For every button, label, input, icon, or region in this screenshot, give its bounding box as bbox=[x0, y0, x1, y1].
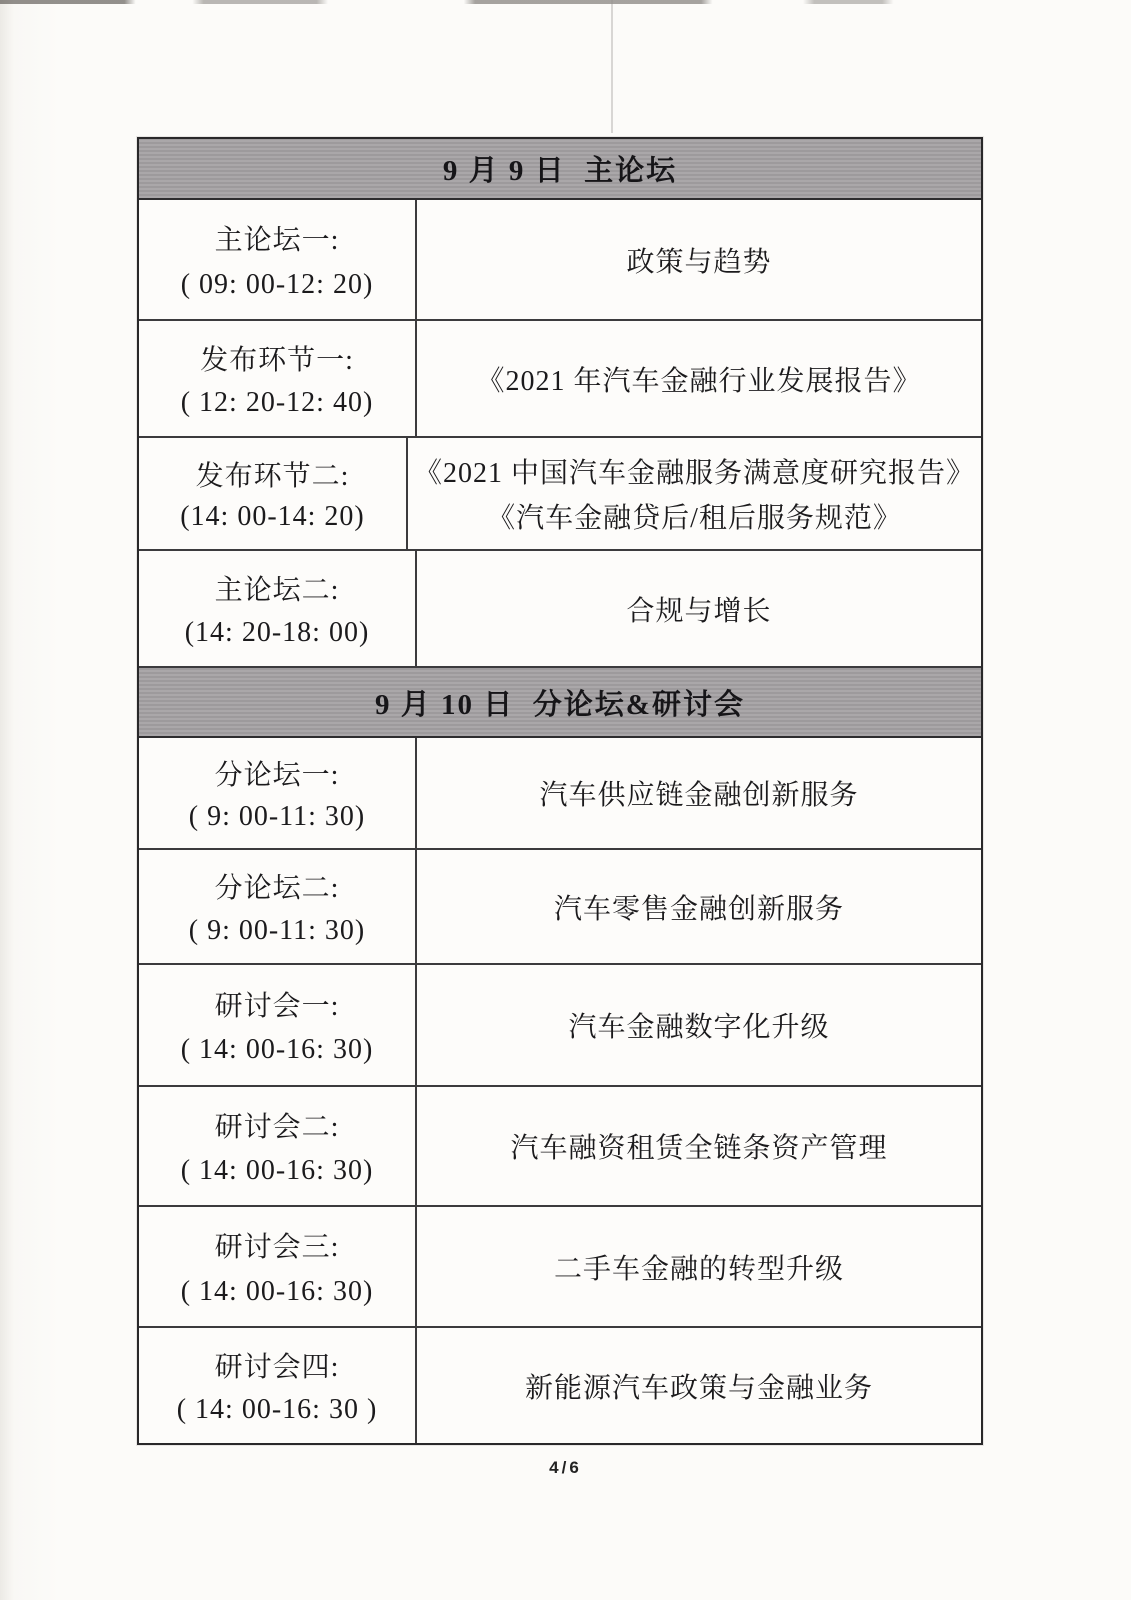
topic-line: 汽车金融数字化升级 bbox=[568, 1012, 830, 1043]
topic-cell bbox=[417, 850, 981, 963]
session-time: ( 9: 00-11: 30) bbox=[188, 800, 366, 832]
session-cell bbox=[139, 1328, 417, 1443]
session-cell bbox=[139, 738, 417, 848]
session-cell bbox=[139, 200, 417, 319]
table-row bbox=[139, 738, 981, 850]
session-time: ( 14: 00-16: 30 ) bbox=[176, 1394, 378, 1425]
session-cell bbox=[139, 551, 417, 666]
table-row bbox=[139, 850, 981, 965]
session-label: 分论坛一: bbox=[214, 760, 340, 792]
session-label: 研讨会二: bbox=[214, 1112, 340, 1143]
session-cell bbox=[139, 1207, 417, 1326]
table-row bbox=[139, 200, 981, 321]
topic-cell bbox=[408, 438, 981, 549]
session-label: 研讨会四: bbox=[214, 1352, 340, 1383]
session-time: (14: 00-14: 20) bbox=[180, 501, 365, 533]
session-label: 主论坛二: bbox=[214, 575, 340, 606]
table-row bbox=[139, 321, 981, 438]
session-label: 研讨会一: bbox=[214, 990, 340, 1022]
session-cell bbox=[139, 850, 417, 963]
topic-line: 汽车供应链金融创新服务 bbox=[539, 780, 859, 811]
topic-cell bbox=[417, 1207, 981, 1326]
session-time: ( 9: 00-11: 30) bbox=[188, 914, 366, 946]
section-header: 9 月 9 日 主论坛 bbox=[139, 139, 981, 200]
topic-line: 新能源汽车政策与金融业务 bbox=[524, 1372, 873, 1404]
table-row bbox=[139, 551, 981, 668]
session-label: 发布环节二: bbox=[195, 460, 350, 492]
table-row bbox=[139, 965, 981, 1087]
topic-cell bbox=[417, 200, 981, 319]
topic-cell bbox=[417, 1328, 981, 1443]
scan-artifact-top-edge bbox=[0, 0, 1131, 4]
topic-line: 《2021 中国汽车金融服务满意度研究报告》 bbox=[413, 458, 975, 489]
session-time: ( 09: 00-12: 20) bbox=[180, 268, 374, 300]
topic-line: 汽车零售金融创新服务 bbox=[553, 893, 844, 925]
session-time: ( 14: 00-16: 30) bbox=[180, 1155, 374, 1186]
session-label: 研讨会三: bbox=[214, 1232, 340, 1264]
topic-line: 《2021 年汽车金融行业发展报告》 bbox=[476, 365, 922, 397]
topic-cell bbox=[417, 551, 981, 666]
session-time: (14: 20-18: 00) bbox=[184, 617, 370, 648]
section-header: 9 月 10 日 分论坛&研讨会 bbox=[139, 668, 981, 738]
session-label: 主论坛一: bbox=[214, 225, 340, 257]
schedule-table bbox=[137, 137, 983, 1445]
page-number: 4/6 bbox=[549, 1458, 582, 1477]
session-cell bbox=[139, 965, 417, 1085]
topic-line: 二手车金融的转型升级 bbox=[553, 1253, 844, 1285]
session-time: ( 14: 00-16: 30) bbox=[180, 1275, 374, 1307]
session-time: ( 14: 00-16: 30) bbox=[180, 1034, 374, 1066]
session-label: 发布环节一: bbox=[200, 345, 354, 376]
topic-cell bbox=[417, 965, 981, 1085]
table-row bbox=[139, 1328, 981, 1443]
topic-cell bbox=[417, 321, 981, 436]
session-cell bbox=[139, 438, 408, 549]
table-row bbox=[139, 1207, 981, 1328]
session-label: 分论坛二: bbox=[214, 873, 340, 905]
session-cell bbox=[139, 321, 417, 436]
table-row bbox=[139, 1087, 981, 1207]
topic-line: 汽车融资租赁全链条资产管理 bbox=[510, 1133, 888, 1164]
topic-line: 《汽车金融贷后/租后服务规范》 bbox=[487, 503, 902, 534]
topic-line: 政策与趋势 bbox=[626, 246, 772, 278]
table-row bbox=[139, 438, 981, 551]
scan-artifact-vertical-line bbox=[611, 0, 613, 133]
session-time: ( 12: 20-12: 40) bbox=[180, 387, 374, 418]
session-cell bbox=[139, 1087, 417, 1205]
topic-line: 合规与增长 bbox=[626, 595, 772, 627]
topic-cell bbox=[417, 738, 981, 848]
topic-cell bbox=[417, 1087, 981, 1205]
